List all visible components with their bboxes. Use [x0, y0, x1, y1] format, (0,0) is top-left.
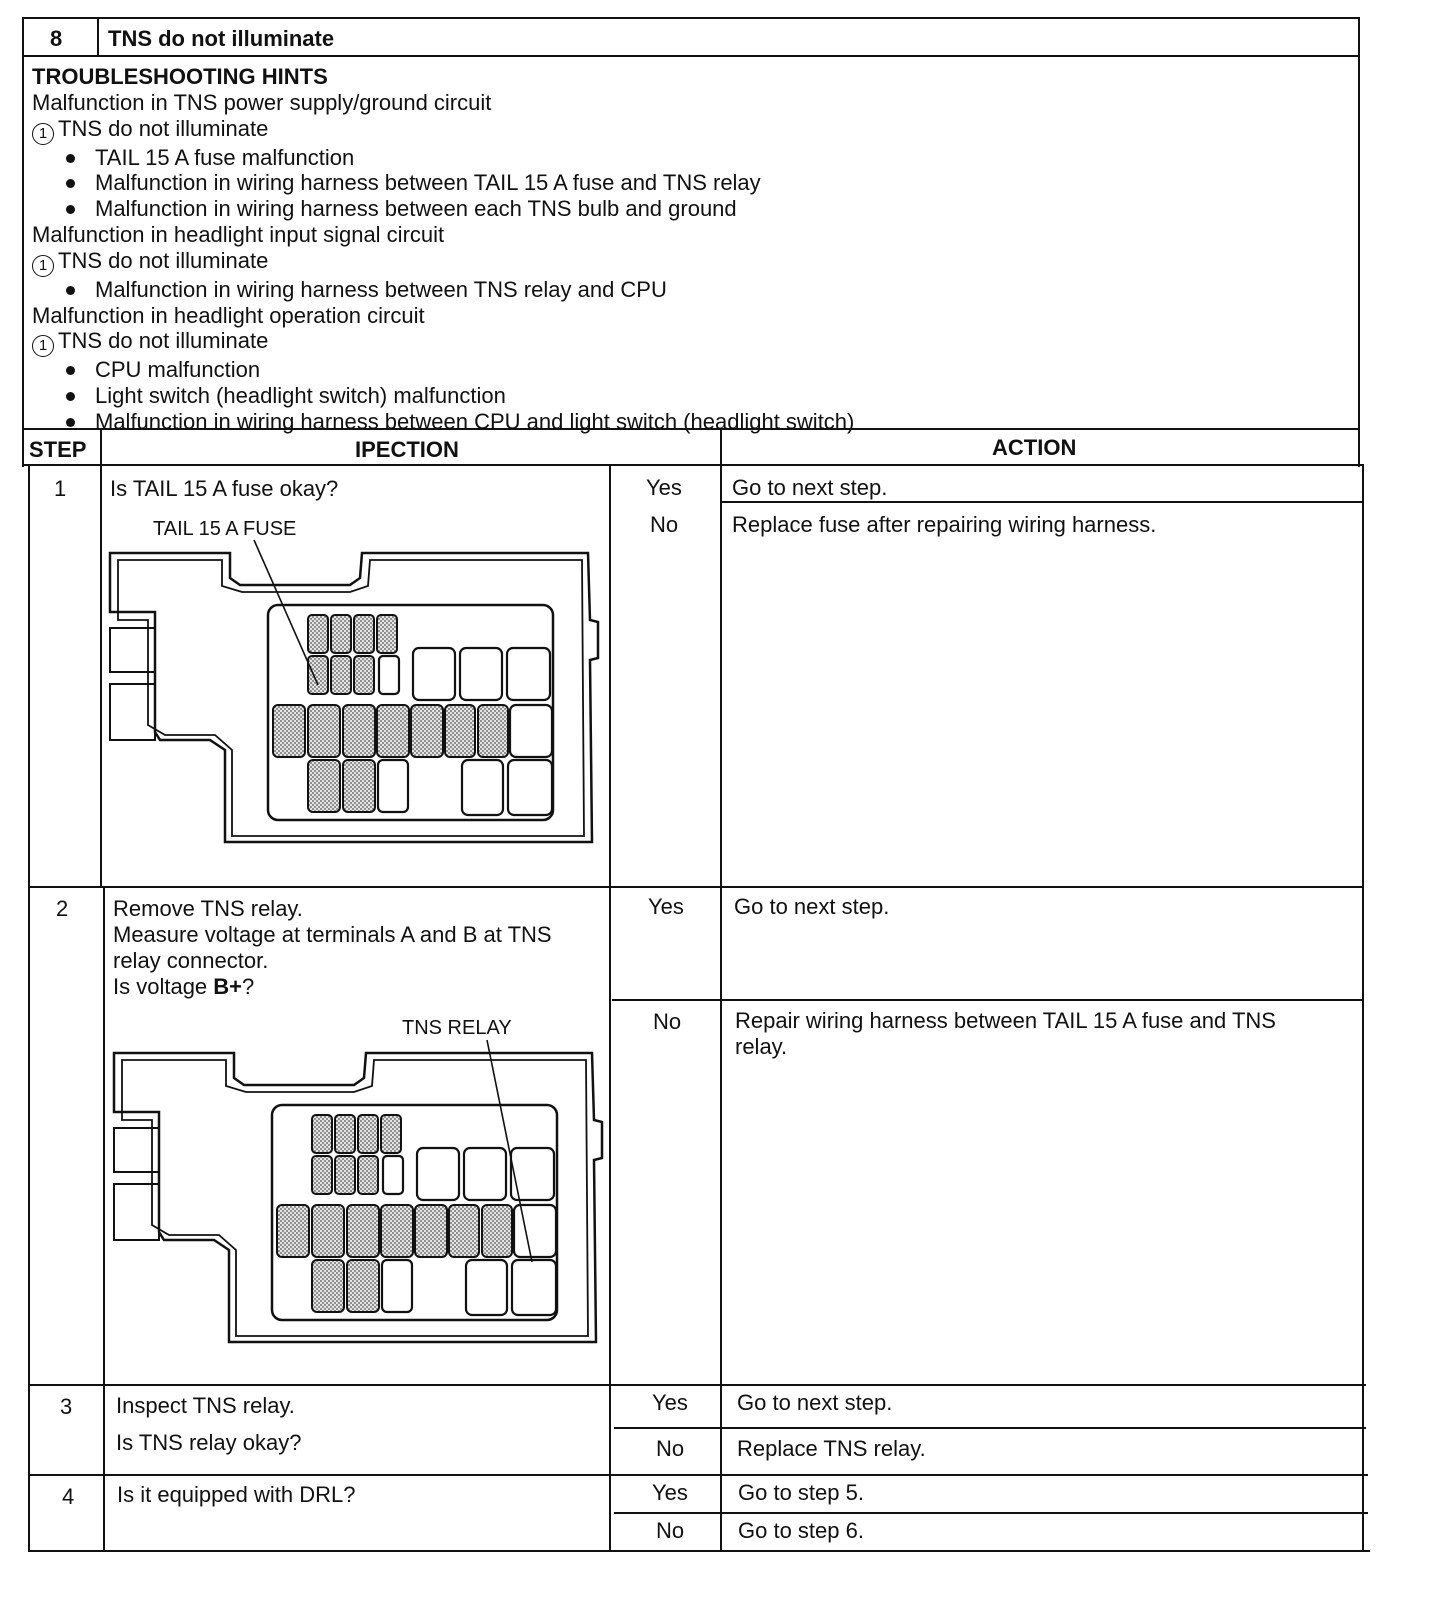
bullet-text: Light switch (headlight switch) malfunction	[95, 383, 506, 409]
no-label: No	[656, 1518, 685, 1543]
yes-action: Go to next step.	[737, 1390, 893, 1415]
bullet-text: TAIL 15 A fuse malfunction	[95, 144, 355, 170]
yes-action: Go to next step.	[734, 894, 890, 919]
hint-heading: Malfunction in headlight operation circuit	[32, 302, 425, 328]
bullet-text: Malfunction in wiring harness between each TNS bulb and ground	[95, 196, 737, 222]
yes-label: Yes	[646, 475, 682, 500]
inspection-line: Measure voltage at terminals A and B at TNS	[113, 922, 552, 947]
hint-heading: Malfunction in headlight input signal circuit	[32, 221, 445, 247]
bplus-text: B+	[213, 974, 243, 999]
bullet-text: Malfunction in wiring harness between CPU and light switch (headlight switch)	[95, 408, 855, 434]
leader-line	[254, 540, 318, 685]
bullet-text: Malfunction in wiring harness between TAIL 15 A fuse and TNS relay	[95, 170, 761, 196]
column-header-step: STEP	[29, 437, 87, 462]
circled-number: 1	[32, 255, 54, 277]
diagram-label: TNS RELAY	[402, 1017, 512, 1039]
no-label: No	[650, 512, 679, 537]
yes-label: Yes	[648, 894, 684, 919]
text: Is voltage	[113, 974, 214, 999]
hints-title: TROUBLESHOOTING HINTS	[32, 64, 328, 89]
no-action: Replace TNS relay.	[737, 1436, 926, 1461]
hint-heading: Malfunction in TNS power supply/ground circuit	[32, 89, 492, 115]
inspection-text: Is TNS relay okay?	[116, 1430, 302, 1455]
symptom-text: TNS do not illuminate	[58, 115, 269, 141]
action-line: relay.	[735, 1034, 788, 1059]
symptom-text: TNS do not illuminate	[58, 247, 269, 273]
circled-number: 1	[32, 123, 54, 145]
yes-label: Yes	[652, 1480, 688, 1505]
step-number: 3	[60, 1394, 73, 1419]
bullet-text: Malfunction in wiring harness between TNS relay and CPU	[95, 276, 667, 302]
yes-action: Go to step 5.	[738, 1480, 864, 1505]
circled-number: 1	[32, 335, 54, 357]
inspection-text: Inspect TNS relay.	[116, 1393, 295, 1418]
column-header-action: ACTION	[992, 435, 1077, 460]
no-action: Replace fuse after repairing wiring harness.	[732, 512, 1157, 537]
inspection-text: Is TAIL 15 A fuse okay?	[110, 476, 339, 501]
no-label: No	[653, 1009, 682, 1034]
fuse-box-diagram-step1	[110, 540, 598, 842]
step-number: 2	[56, 896, 69, 921]
text: ?	[242, 974, 255, 999]
diagram-label: TAIL 15 A FUSE	[153, 518, 297, 540]
bullet-text: CPU malfunction	[95, 357, 261, 383]
inspection-line: Remove TNS relay.	[113, 896, 303, 921]
no-label: No	[656, 1436, 685, 1461]
step-number: 4	[62, 1484, 75, 1509]
inspection-text: Is it equipped with DRL?	[117, 1482, 356, 1507]
yes-action: Go to next step.	[732, 475, 888, 500]
fuse-box-diagram-step2	[114, 1053, 602, 1342]
section-title: TNS do not illuminate	[108, 26, 335, 51]
step-number: 1	[54, 476, 67, 501]
inspection-line: relay connector.	[113, 948, 269, 973]
no-action: Go to step 6.	[738, 1518, 864, 1543]
column-header-inspection: IPECTION	[355, 437, 459, 462]
action-line: Repair wiring harness between TAIL 15 A fuse and TNS	[735, 1008, 1276, 1033]
section-number: 8	[50, 26, 63, 51]
yes-label: Yes	[652, 1390, 688, 1415]
symptom-text: TNS do not illuminate	[58, 328, 269, 354]
